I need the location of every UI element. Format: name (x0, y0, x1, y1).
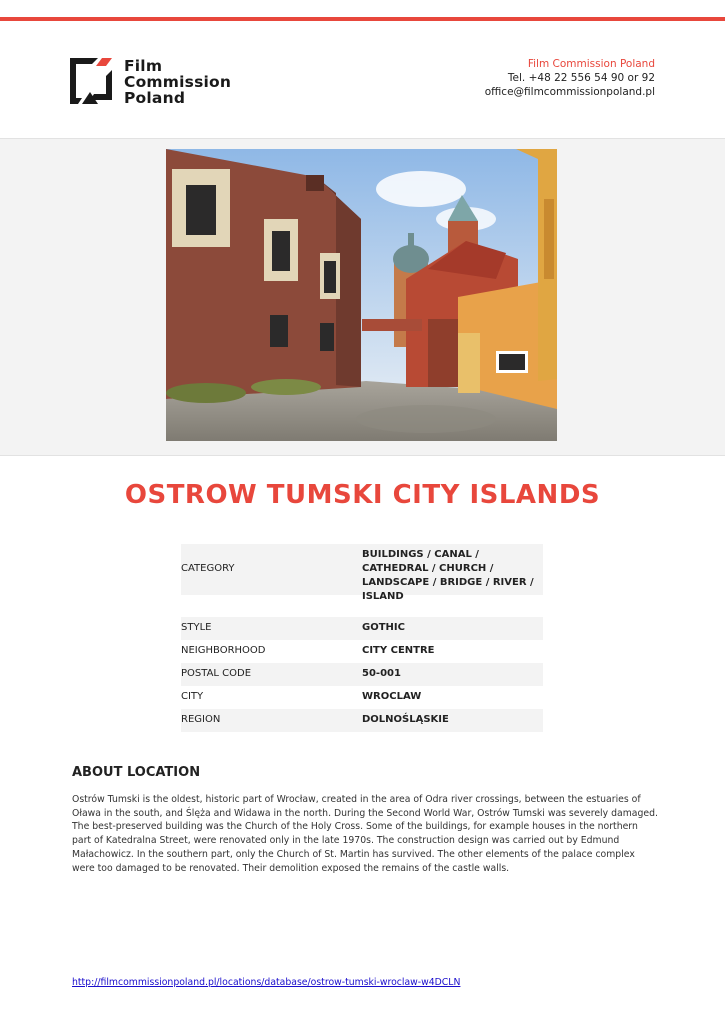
detail-row-region (181, 709, 543, 732)
details-table (181, 544, 543, 732)
detail-value: DOLNOŚLĄSKIE (362, 714, 449, 725)
detail-row-category (181, 544, 543, 602)
logo-frame-icon (68, 56, 118, 106)
logo-wordmark (124, 58, 231, 106)
detail-value: 50-001 (362, 668, 401, 679)
about-text: Ostrów Tumski is the oldest, historic part of Wrocław, created in the area of Odra river crossings, between the estuaries of Oława in the south, and Ślęża and Widawa in the north. During the Second World War, Ostrów Tumski was severely damaged. The best-preserved building was the Church of the Holy Cross. Some of the buildings, for example houses in the northern part of Katedralna Street, were renovated only in the late 1970s. The construction design was carried out by Edmund Małachowicz. In the southern part, only the Church of St. Martin has survived. The other elements of the palace complex were too damaged to be renovated. Their demolition exposed the remains of the castle walls. (72, 794, 658, 874)
detail-label: REGION (181, 714, 221, 725)
source-link[interactable]: http://filmcommissionpoland.pl/locations/database/ostrow-tumski-wroclaw-w4DCLN (72, 977, 461, 988)
detail-row-postal-code (181, 663, 543, 686)
about-heading: ABOUT LOCATION (72, 765, 201, 780)
detail-label: CITY (181, 691, 204, 702)
contact-block (485, 57, 655, 99)
detail-label: STYLE (181, 622, 212, 633)
detail-value: WROCLAW (362, 691, 422, 702)
detail-label: NEIGHBORHOOD (181, 645, 266, 656)
detail-label: POSTAL CODE (181, 668, 252, 679)
detail-value: CITY CENTRE (362, 645, 435, 656)
logo-line-1: Film (124, 57, 163, 75)
logo-line-3: Poland (124, 89, 186, 107)
top-accent-bar (0, 17, 725, 21)
contact-phone: Tel. +48 22 556 54 90 or 92 (507, 72, 655, 84)
photo-band (0, 138, 725, 456)
contact-org-name: Film Commission Poland (527, 58, 655, 70)
detail-row-city (181, 686, 543, 709)
detail-label: CATEGORY (181, 563, 235, 574)
detail-value: GOTHIC (362, 622, 405, 633)
detail-value: BUILDINGS / CANAL / CATHEDRAL / CHURCH / LANDSCAPE / BRIDGE / RIVER / ISLAND (362, 549, 534, 602)
detail-row-neighborhood (181, 640, 543, 663)
contact-email[interactable]: office@filmcommissionpoland.pl (484, 86, 655, 98)
detail-row-style (181, 617, 543, 640)
location-photo (166, 149, 557, 441)
film-commission-poland-logo (68, 56, 232, 108)
logo-line-2: Commission (124, 73, 232, 91)
page-title: OSTROW TUMSKI CITY ISLANDS (124, 480, 601, 510)
